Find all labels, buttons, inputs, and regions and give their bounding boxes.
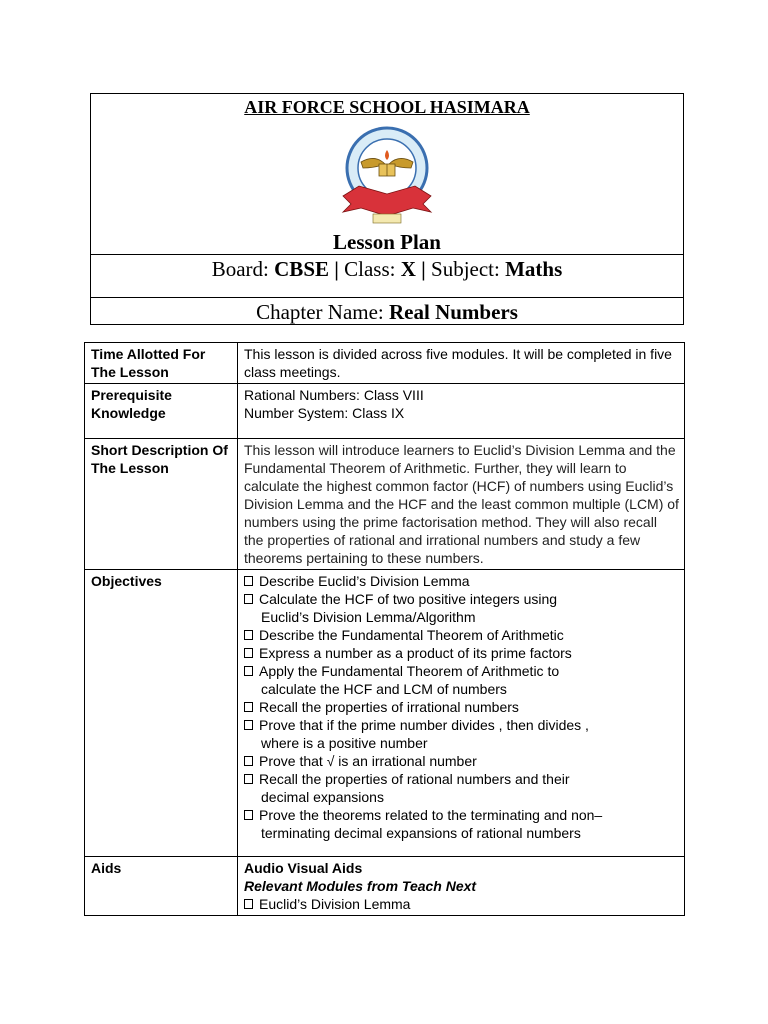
- list-item: Prove that √ is an irrational number: [244, 752, 679, 770]
- table-row: [85, 384, 685, 439]
- list-item: Apply the Fundamental Theorem of Arithmetic to calculate the HCF and LCM of numbers: [244, 662, 679, 698]
- row-label: Objectives: [85, 570, 238, 857]
- board-class-subject-line: [91, 257, 683, 282]
- list-item: Recall the properties of rational numbers and their decimal expansions: [244, 770, 679, 806]
- school-name: AIR FORCE SCHOOL HASIMARA: [244, 97, 530, 117]
- subject-value: Maths: [505, 257, 563, 281]
- row-label: Prerequisite Knowledge: [85, 384, 238, 439]
- chapter-label: Chapter Name:: [256, 300, 390, 324]
- separator: |: [415, 257, 432, 281]
- table-row: [85, 857, 685, 916]
- lesson-plan-header: [90, 93, 684, 325]
- checkbox-bullet-icon: [244, 666, 253, 676]
- objectives-list: [244, 572, 679, 842]
- checkbox-bullet-icon: [244, 810, 253, 820]
- class-label: Class:: [344, 257, 401, 281]
- checkbox-bullet-icon: [244, 899, 253, 909]
- row-value: This lesson is divided across five modules. It will be completed in five class meetings.: [238, 343, 685, 384]
- row-value: [238, 384, 685, 439]
- row-label: Short Description Of The Lesson: [85, 439, 238, 570]
- list-item: Recall the properties of irrational numbers: [244, 698, 679, 716]
- board-label: Board:: [211, 257, 275, 281]
- checkbox-bullet-icon: [244, 702, 253, 712]
- row-label: Time Allotted For The Lesson: [85, 343, 238, 384]
- checkbox-bullet-icon: [244, 720, 253, 730]
- list-item: Calculate the HCF of two positive integers using Euclid’s Division Lemma/Algorithm: [244, 590, 679, 626]
- separator: |: [329, 257, 345, 281]
- list-item: Euclid’s Division Lemma: [244, 895, 679, 913]
- prereq-line: Rational Numbers: Class VIII: [244, 387, 424, 403]
- table-row: [85, 439, 685, 570]
- table-row: [85, 343, 685, 384]
- chapter-value: Real Numbers: [389, 300, 518, 324]
- aids-subheading: Relevant Modules from Teach Next: [244, 878, 477, 894]
- aids-heading: Audio Visual Aids: [244, 860, 363, 876]
- aids-list: [244, 895, 679, 913]
- checkbox-bullet-icon: [244, 756, 253, 766]
- chapter-line: [91, 300, 683, 325]
- checkbox-bullet-icon: [244, 630, 253, 640]
- board-value: CBSE: [274, 257, 329, 281]
- list-item: Describe the Fundamental Theorem of Arithmetic: [244, 626, 679, 644]
- list-item: Prove the theorems related to the terminating and non– terminating decimal expansions of rational numbers: [244, 806, 679, 842]
- checkbox-bullet-icon: [244, 774, 253, 784]
- lesson-plan-table: [84, 342, 685, 916]
- checkbox-bullet-icon: [244, 594, 253, 604]
- row-value: [238, 570, 685, 857]
- subject-label: Subject:: [431, 257, 506, 281]
- row-value: [238, 857, 685, 916]
- school-crest-logo: [337, 124, 437, 228]
- divider: [91, 254, 683, 255]
- document-title: Lesson Plan: [333, 230, 441, 254]
- list-item: Describe Euclid’s Division Lemma: [244, 572, 679, 590]
- table-row: [85, 570, 685, 857]
- class-value: X: [400, 257, 416, 281]
- prereq-line: Number System: Class IX: [244, 405, 405, 421]
- checkbox-bullet-icon: [244, 576, 253, 586]
- list-item: Express a number as a product of its prime factors: [244, 644, 679, 662]
- divider: [91, 297, 683, 298]
- checkbox-bullet-icon: [244, 648, 253, 658]
- row-label: Aids: [85, 857, 238, 916]
- list-item: Prove that if the prime number divides , then divides , where is a positive number: [244, 716, 679, 752]
- row-value: This lesson will introduce learners to Euclid’s Division Lemma and the Fundamental Theorem of Arithmetic. Further, they will learn to calculate the highest common factor (HCF) of numbers using Euclid’s Division Lemma and the HCF and the least common multiple (LCM) of numbers using the prime factorisation method. They will also recall the properties of rational and irrational numbers and study a few theorems pertaining to these numbers.: [238, 439, 685, 570]
